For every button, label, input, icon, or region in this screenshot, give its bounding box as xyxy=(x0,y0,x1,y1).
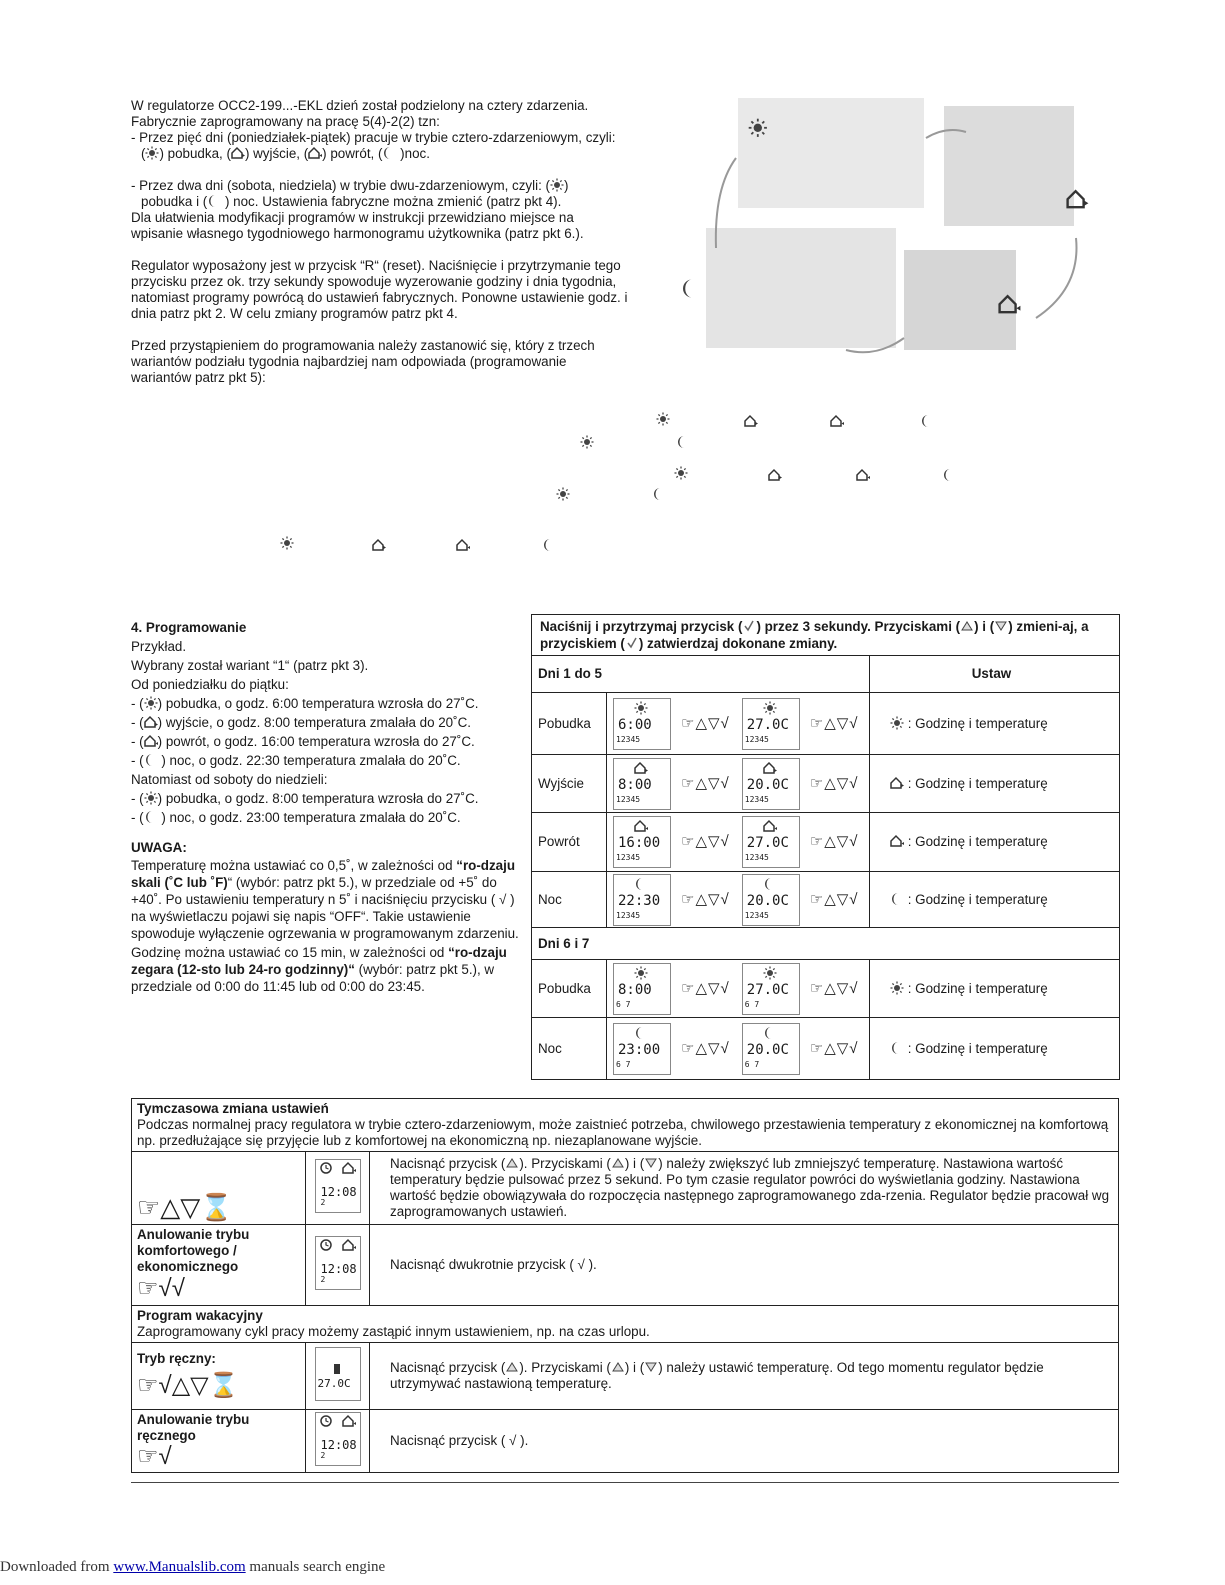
program-row-displays xyxy=(607,960,870,1018)
house-in-icon xyxy=(634,819,648,833)
lcd-clock-display: 12:08 2 xyxy=(306,1410,370,1473)
lcd-display: 27.0C 6 7 xyxy=(742,963,800,1015)
button-sequence: ☞△▽√ xyxy=(809,890,859,908)
house-out-icon xyxy=(763,761,777,775)
program-row xyxy=(532,960,1120,1018)
days-6-7-header: Dni 6 i 7 xyxy=(532,928,1120,960)
lcd-display: 16:00 12345 xyxy=(613,816,671,868)
moon-icon xyxy=(382,146,396,160)
lcd-display: 6:00 12345 xyxy=(613,698,671,750)
event-line: - ( ) noc, o godz. 23:00 temperatura zmalała do 20˚C. xyxy=(131,810,461,825)
sun-icon xyxy=(580,435,594,449)
cancel-manual-label: Anulowanie trybu ręcznego ☞√ xyxy=(132,1410,306,1473)
intro-paragraph-4: Przed przystąpieniem do programowania należy zastanowić się, który z trzech wariantów podziału tygodnia najbardziej nam odpowiada (programowanie wariantów patrz pkt 5): xyxy=(131,338,595,385)
sun-icon xyxy=(763,966,777,980)
button-sequence: ☞△▽√ xyxy=(809,714,859,732)
uwaga-note-1: Temperaturę można ustawiać co 0,5˚, w zależności od “ro-dzaju skali (˚C lub ˚F)“ (wybór: patrz pkt 5.), w przedziale od +5˚ do +40˚. Po ustawieniu temperatury n 5˚ i naciśnięciu przycisku ( √ ) na wyświetlaczu pojawi się napis “OFF“. Takie ustawienie spowoduje wyłączenie ogrzewania w programowanym zdarzeniu. xyxy=(131,858,519,941)
up-icon xyxy=(505,1360,519,1374)
program-row-label: Powrót xyxy=(532,813,607,872)
down-icon xyxy=(994,619,1008,633)
house-in-icon xyxy=(342,1238,356,1252)
lcd-display: 20.0C 6 7 xyxy=(742,1023,800,1075)
house-out-icon xyxy=(744,414,758,428)
house-in-icon xyxy=(144,734,158,748)
sun-icon xyxy=(144,696,158,710)
daily-cycle-illustration xyxy=(676,88,1116,360)
house-in-icon xyxy=(890,834,904,848)
button-sequence: ☞△▽√ xyxy=(681,833,730,850)
cycle-arrow xyxy=(1036,238,1077,318)
cancel-comfort-label: Anulowanie trybu komfortowego / ekonomicznego ☞√√ xyxy=(132,1225,306,1306)
button-sequence: ☞△▽√ xyxy=(809,774,859,792)
button-sequence: ☞△▽√ xyxy=(809,833,859,850)
temporary-change-header: Tymczasowa zmiana ustawień Podczas normalnej pracy regulatora w trybie cztero-zdarzeniowym, może zaistnieć potrzeba, chwilowego przestawienia temperatury z ekonomicznej na komfortową np. przedłużające się przyjęcie lub z komfortowej na ekonomiczną np. niezaplanowane wyjście. xyxy=(132,1099,1119,1152)
intro-paragraph-2: - Przez dwa dni (sobota, niedziela) w trybie dwu-zdarzeniowym, czyli: ( ) pobudka i ( ) noc. Ustawienia fabryczne można zmienić (patrz pkt 4). Dla ułatwienia modyfikacji programów w instrukcji przewidziano miejsce na wpisanie własnego tygodniowego harmonogramu użytkownika (patrz pkt 6.). xyxy=(131,178,584,241)
intro-paragraph-3: Regulator wyposażony jest w przycisk “R“ (reset). Naciśnięcie i przytrzymanie tego przycisku przez ok. trzy sekundy spowoduje wyzerowanie godziny i dnia tygodnia, natomiast programy powrócą do ustawień fabrycznych. Ponowne ustawienie godz. i dnia patrz pkt 2. W celu zmiany programów patrz pkt 4. xyxy=(131,258,628,321)
house-in-icon xyxy=(342,1414,356,1428)
program-row-set: : Godzinę i temperaturę xyxy=(870,1018,1120,1080)
program-row-set: : Godzinę i temperaturę xyxy=(870,960,1120,1018)
night-scene xyxy=(706,228,896,348)
cancel-manual-description: Nacisnąć przycisk ( √ ). xyxy=(370,1410,1119,1473)
moon-icon xyxy=(763,1026,777,1040)
moon-icon xyxy=(763,877,777,891)
event-line: - ( ) noc, o godz. 22:30 temperatura zmalała do 20˚C. xyxy=(131,753,461,768)
clock-icon xyxy=(319,1238,333,1252)
event-line: - ( ) wyjście, o godz. 8:00 temperatura zmalała do 20˚C. xyxy=(131,715,471,730)
intro-paragraph-1: W regulatorze OCC2-199...-EKL dzień został podzielony na cztery zdarzenia. Fabrycznie zaprogramowany na pracę 5(4)-2(2) tzn: - Przez pięć dni (poniedziałek-piątek) pracuje w trybie cztero-zdarzeniowym, czyli: ( ) pobudka, ( ) wyjście, ( ) powrót, ( )noc. xyxy=(131,98,616,161)
cancel-comfort-description: Nacisnąć dwukrotnie przycisk ( √ ). xyxy=(370,1225,1119,1306)
sun-icon xyxy=(674,466,688,480)
event-line: - ( ) pobudka, o godz. 8:00 temperatura wzrosła do 27˚C. xyxy=(131,791,479,806)
uwaga-title: UWAGA: xyxy=(131,840,187,855)
sun-icon xyxy=(890,981,904,995)
button-sequence: ☞△▽√ xyxy=(681,890,730,908)
button-sequence: ☞△▽√ xyxy=(681,1039,730,1057)
program-row-label: Noc xyxy=(532,1018,607,1080)
house-out-icon xyxy=(768,468,782,482)
programming-instructions: Naciśnij i przytrzymaj przycisk ( ) przez 3 sekundy. Przyciskami ( ) i ( ) zmieni-aj, a przyciskiem ( ) zatwierdzaj dokonane zmiany. xyxy=(532,615,1120,656)
manual-mode-description: Nacisnąć przycisk ( ). Przyciskami ( ) i ( ) należy ustawić temperaturę. Od tego momentu regulator będzie utrzymywać nastawioną temperaturę. xyxy=(370,1343,1119,1410)
up-icon xyxy=(611,1156,625,1170)
sun-icon xyxy=(634,966,648,980)
lcd-display: 27.0C 12345 xyxy=(742,816,800,868)
moon-icon xyxy=(542,538,556,552)
button-sequence: ☞△▽√ xyxy=(809,979,859,997)
weekday-events xyxy=(131,694,521,770)
program-row-displays xyxy=(607,755,870,813)
lcd-display: 22:30 12345 xyxy=(613,874,671,926)
down-icon xyxy=(644,1156,658,1170)
program-row xyxy=(532,693,1120,755)
morning-scene xyxy=(738,98,924,208)
house-in-icon xyxy=(763,819,777,833)
lcd-manual-display: 27.0C xyxy=(306,1343,370,1410)
program-row-label: Noc xyxy=(532,872,607,928)
house-in-icon xyxy=(308,146,322,160)
intro-text xyxy=(131,98,671,402)
clock-icon xyxy=(319,1414,333,1428)
section-programowanie: 4. Programowanie Przykład. Wybrany został wariant “1“ (patrz pkt 3). Od poniedziałku do piątku: - ( ) pobudka, o godz. 6:00 temperatura wzrosła do 27˚C. - ( ) wyjście, o godz. 8:00 temperatura zmalała do 20˚C. - ( ) powrót, o godz. 16:00 temperatura wzrosła do 27˚C. - ( ) noc, o godz. 22:30 temperatura zmalała do 20˚C. Natomiast od soboty do niedzieli: - ( ) pobudka, o godz. 8:00 temperatura wzrosła do 27˚C. - ( ) noc, o godz. 23:00 temperatura zmalała do 20˚C. UWAGA: Temperaturę można ustawiać co 0,5˚, w zależności od “ro-dzaju skali (˚C lub ˚F)“ (wybór: patrz pkt 5.), w przedziale od +5˚ do +40˚. Po ustawieniu temperatury n 5˚ i naciśnięciu przycisku ( √ ) na wyświetlaczu pojawi się napis “OFF“. Takie ustawienie spowoduje wyłączenie ogrzewania w programowanym zdarzeniu. Godzinę można ustawiać co 15 min, w zależności od “ro-dzaju zegara (12-sto lub 24-ro godzinny)“ (wybór: patrz pkt 5.), w przedziale od 0:00 do 11:45 lub od 0:00 do 23:45. xyxy=(131,618,521,995)
sun-icon xyxy=(634,701,648,715)
up-icon xyxy=(960,619,974,633)
programming-table xyxy=(531,614,1120,1080)
house-out-icon xyxy=(231,146,245,160)
moon-icon xyxy=(920,414,934,428)
lcd-display: 23:00 6 7 xyxy=(613,1023,671,1075)
house-in-icon xyxy=(456,538,470,552)
program-row xyxy=(532,1018,1120,1080)
moon-icon xyxy=(890,1041,904,1055)
manualslib-link[interactable]: www.Manualslib.com xyxy=(113,1559,246,1575)
program-row-set: : Godzinę i temperaturę xyxy=(870,813,1120,872)
house-out-icon xyxy=(144,715,158,729)
sun-icon xyxy=(280,536,294,550)
leaving-scene xyxy=(944,106,1074,226)
footer: Downloaded from www.Manualslib.com manuals search engine xyxy=(0,1559,386,1575)
house-in-icon xyxy=(342,1161,356,1175)
program-row-displays xyxy=(607,1018,870,1080)
lcd-display: 8:00 6 7 xyxy=(613,963,671,1015)
moon-icon xyxy=(634,1026,648,1040)
lcd-display: 20.0C 12345 xyxy=(742,758,800,810)
check-icon xyxy=(742,619,756,633)
program-row-label: Wyjście xyxy=(532,755,607,813)
moon-icon xyxy=(890,892,904,906)
vacation-program-header: Program wakacyjny Zaprogramowany cykl pracy możemy zastąpić innym ustawieniem, np. na czas urlopu. xyxy=(132,1306,1119,1343)
temporary-change-description: Nacisnąć przycisk ( ). Przyciskami ( ) i ( ) należy zwiększyć lub zmniejszyć temperaturę. Nastawiona wartość temperatury będzie pulsować przez 5 sekund. Po tym czasie regulator powróci do wyświetlania godziny. Nastawiona wartość będzie obowiązywała do rozpoczęcia następnego zaprogramowanego zda-rzenia. Regulator będzie pracował wg zaprogramowanych ustawień. xyxy=(370,1152,1119,1225)
section-title: 4. Programowanie xyxy=(131,620,247,635)
temporary-change-keys: ☞△▽⌛ xyxy=(132,1152,306,1225)
sun-icon xyxy=(144,791,158,805)
lcd-display: 8:00 12345 xyxy=(613,758,671,810)
program-row xyxy=(532,755,1120,813)
bottom-rule xyxy=(131,1482,1119,1483)
up-icon xyxy=(611,1360,625,1374)
moon-icon xyxy=(144,753,158,767)
check-icon xyxy=(625,636,639,650)
sun-icon xyxy=(890,716,904,730)
manual-mode-label: Tryb ręczny: ☞√△▽⌛ xyxy=(132,1343,306,1410)
up-icon xyxy=(505,1156,519,1170)
program-row xyxy=(532,872,1120,928)
house-out-icon xyxy=(372,538,386,552)
lcd-display: 20.0C 12345 xyxy=(742,874,800,926)
house-in-icon xyxy=(856,468,870,482)
moon-icon xyxy=(676,435,690,449)
moon-icon xyxy=(207,194,221,208)
moon-icon xyxy=(634,877,648,891)
sun-icon xyxy=(145,146,159,160)
moon-icon xyxy=(144,810,158,824)
sun-icon xyxy=(656,412,670,426)
program-row-set: : Godzinę i temperaturę xyxy=(870,693,1120,755)
clock-icon xyxy=(319,1161,333,1175)
hand-icon xyxy=(330,1362,344,1376)
lcd-clock-display: 12:08 2 xyxy=(306,1225,370,1306)
event-line: - ( ) powrót, o godz. 16:00 temperatura wzrosła do 27˚C. xyxy=(131,734,475,749)
program-row-set: : Godzinę i temperaturę xyxy=(870,872,1120,928)
weekend-events xyxy=(131,789,521,827)
program-row-displays xyxy=(607,693,870,755)
program-row-set: : Godzinę i temperaturę xyxy=(870,755,1120,813)
days-1-5-header: Dni 1 do 5 xyxy=(532,656,870,693)
button-sequence: ☞△▽√ xyxy=(809,1039,859,1057)
sun-icon xyxy=(763,701,777,715)
down-icon xyxy=(644,1360,658,1374)
return-scene xyxy=(904,250,1016,350)
program-row-label: Pobudka xyxy=(532,960,607,1018)
program-row-label: Pobudka xyxy=(532,693,607,755)
house-out-icon xyxy=(890,776,904,790)
moon-icon xyxy=(683,280,692,298)
lcd-clock-display: 12:08 2 xyxy=(306,1152,370,1225)
button-sequence: ☞△▽√ xyxy=(681,774,730,792)
button-sequence: ☞△▽√ xyxy=(681,714,730,732)
sun-icon xyxy=(556,487,570,501)
uwaga-note-2: Godzinę można ustawiać co 15 min, w zależności od “ro-dzaju zegara (12-sto lub 24-ro godzinny)“ (wybór: patrz pkt 5.), w przedziale od 0:00 do 11:45 lub od 0:00 do 23:45. xyxy=(131,945,507,994)
button-sequence: ☞△▽√ xyxy=(681,979,730,997)
event-line: - ( ) pobudka, o godz. 6:00 temperatura wzrosła do 27˚C. xyxy=(131,696,479,711)
house-out-icon xyxy=(634,761,648,775)
program-row-displays xyxy=(607,813,870,872)
moon-icon xyxy=(942,468,956,482)
lcd-display: 27.0C 12345 xyxy=(742,698,800,750)
program-row xyxy=(532,813,1120,872)
moon-icon xyxy=(652,487,666,501)
temporary-change-table xyxy=(131,1098,1119,1473)
sun-icon xyxy=(749,119,767,137)
sun-icon xyxy=(550,178,564,192)
house-in-icon xyxy=(830,414,844,428)
ustaw-header: Ustaw xyxy=(870,656,1120,693)
program-row-displays xyxy=(607,872,870,928)
